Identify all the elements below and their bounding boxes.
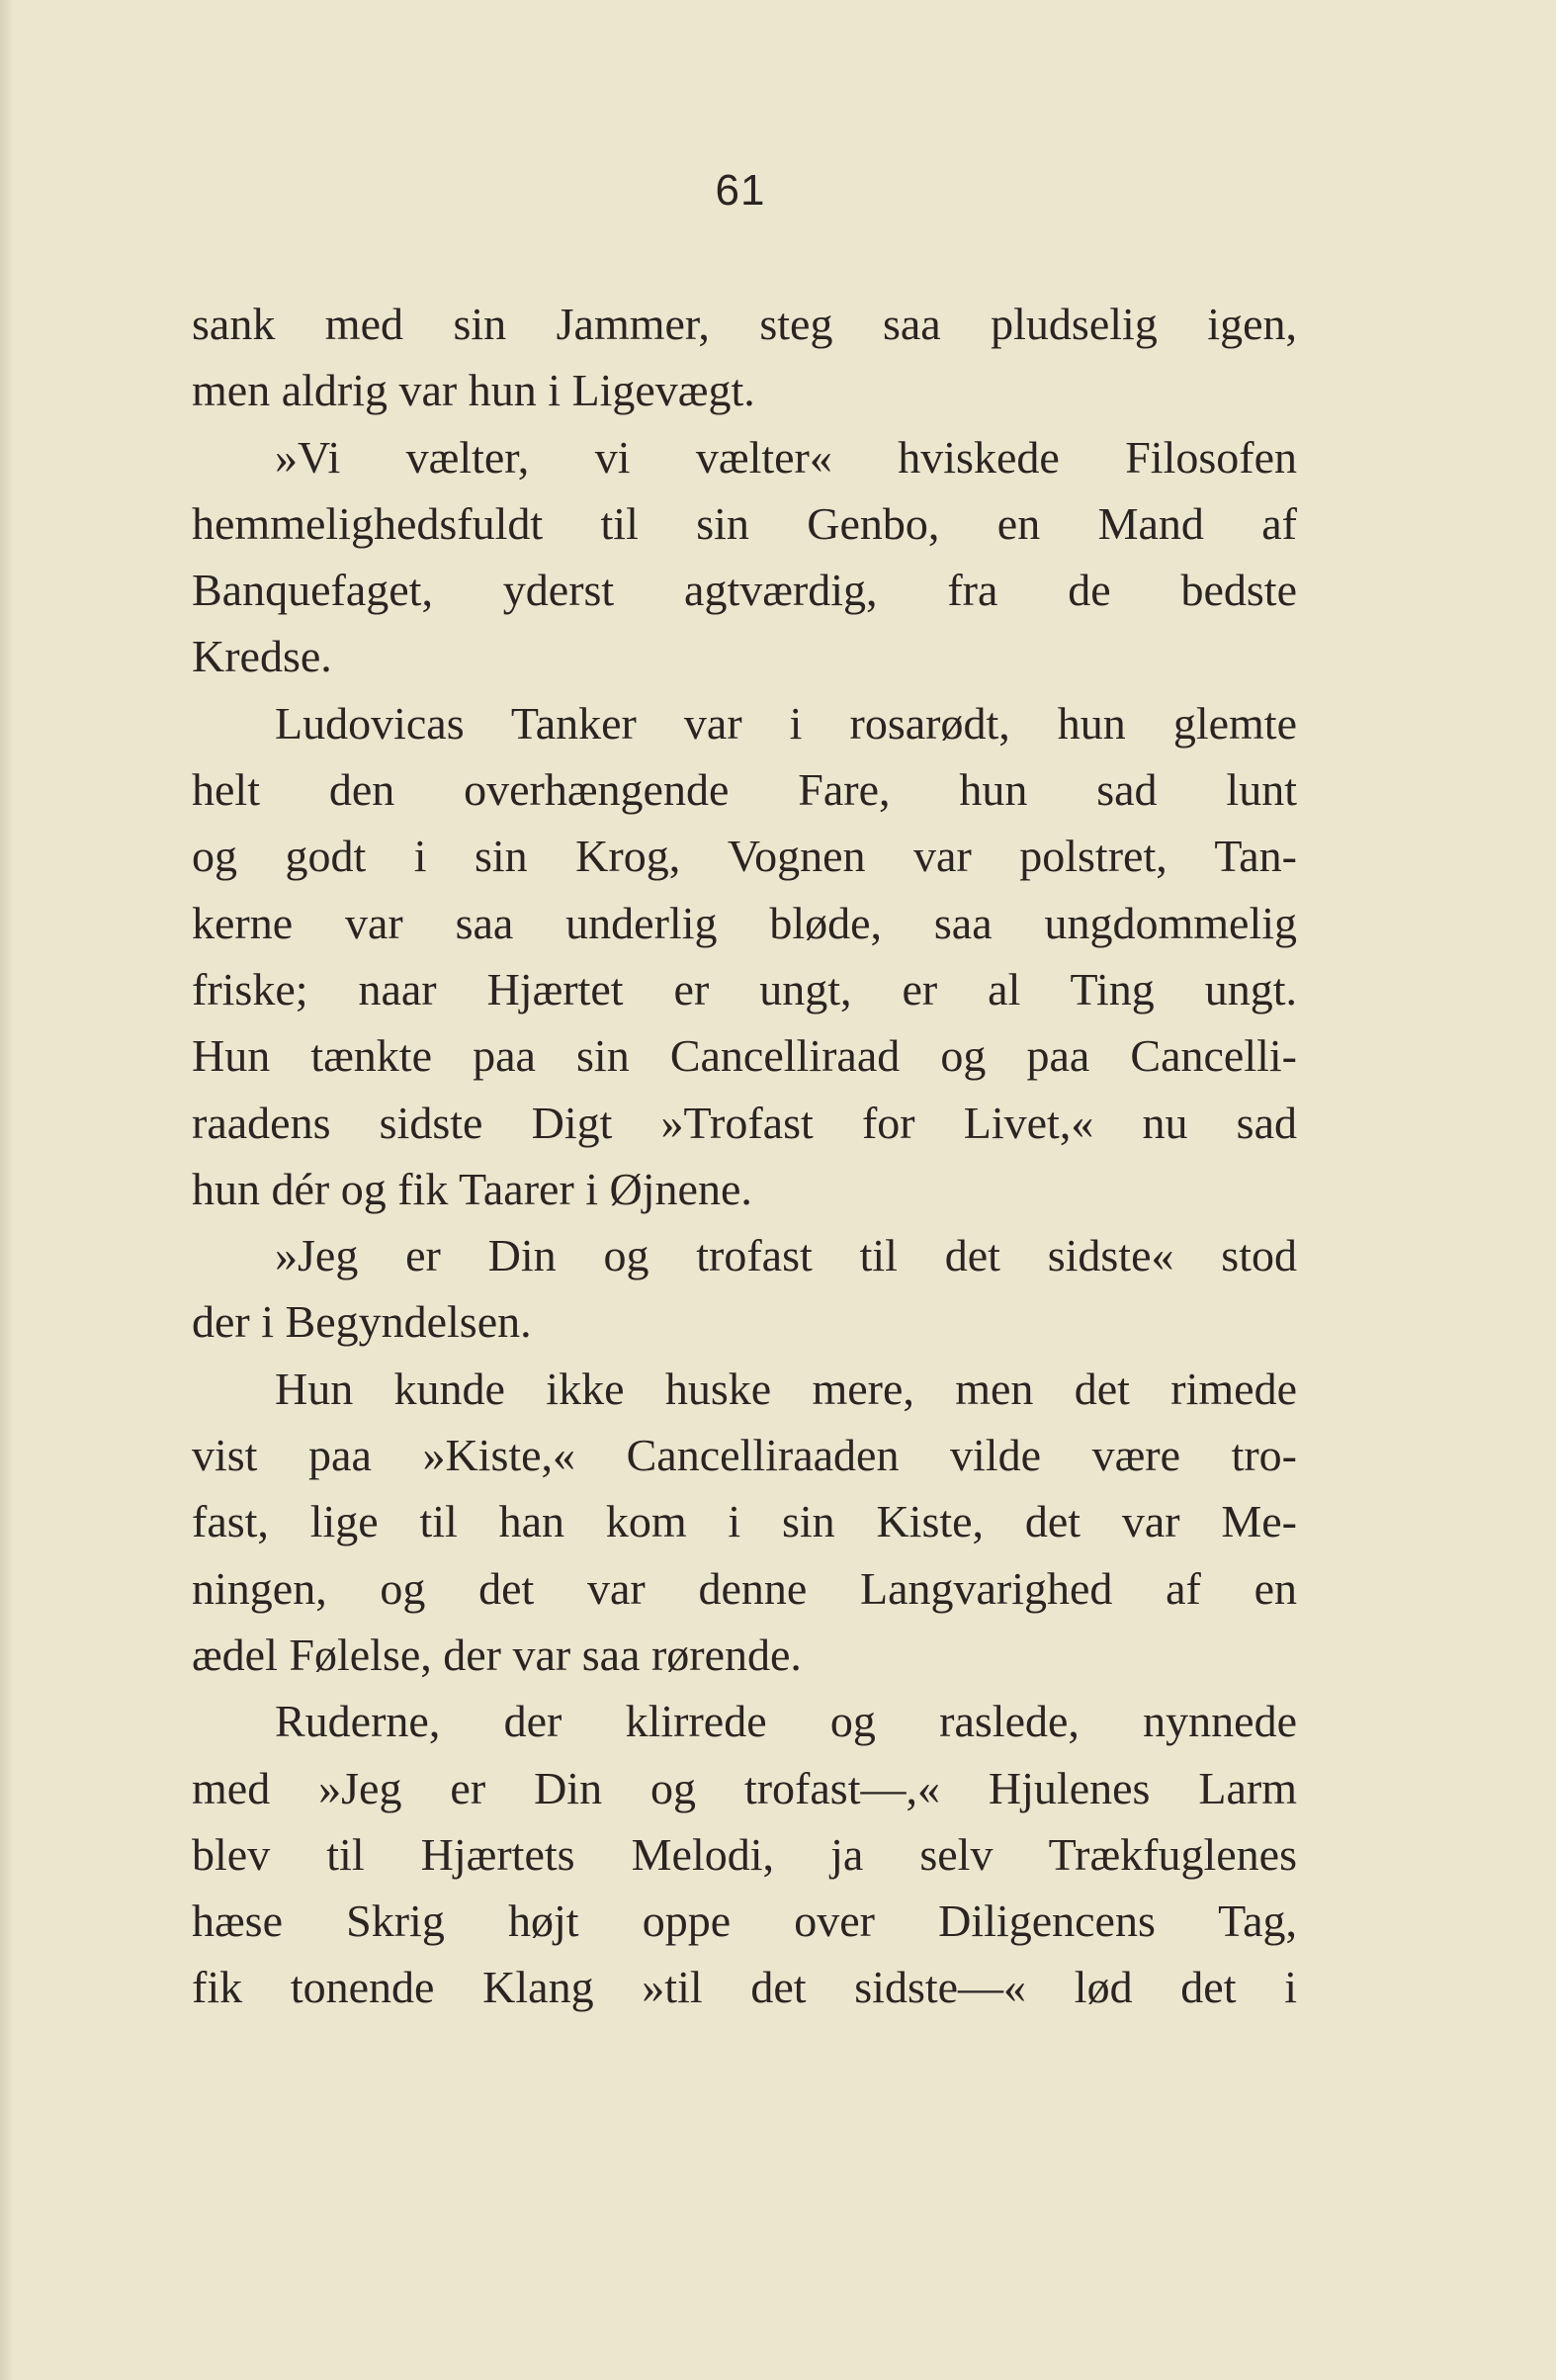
text-line: ædel Følelse, der var saa rørende. <box>192 1629 802 1680</box>
page-number: 61 <box>715 166 766 215</box>
text-line: men aldrig var hun i Ligevægt. <box>192 365 755 416</box>
text-line: fik tonende Klang »til det sidste—« lød det i <box>192 1962 1297 2013</box>
text-line: kerne var saa underlig bløde, saa ungdommelig <box>192 897 1297 948</box>
text-line: der i Begyndelsen. <box>192 1296 532 1348</box>
text-line: Hun kunde ikke huske mere, men det rimede <box>275 1363 1297 1414</box>
body-text <box>192 291 1297 2021</box>
text-line: fast, lige til han kom i sin Kiste, det var Me- <box>192 1496 1297 1547</box>
text-line: hæse Skrig højt oppe over Diligencens Tag, <box>192 1895 1297 1947</box>
text-line: vist paa »Kiste,« Cancelliraaden vilde være tro- <box>192 1430 1297 1481</box>
text-line: Banquefaget, yderst agtværdig, fra de bedste <box>192 565 1297 616</box>
text-line: og godt i sin Krog, Vognen var polstret, Tan- <box>192 831 1297 882</box>
text-line: raadens sidste Digt »Trofast for Livet,« nu sad <box>192 1097 1297 1148</box>
text-line: hun dér og fik Taarer i Øjnene. <box>192 1163 752 1214</box>
text-line: Ludovicas Tanker var i rosarødt, hun glemte <box>275 697 1297 749</box>
page-gutter-shadow <box>0 0 14 2380</box>
text-line: »Vi vælter, vi vælter« hviskede Filosofen <box>275 431 1297 483</box>
text-line: hemmelighedsfuldt til sin Genbo, en Mand af <box>192 497 1297 549</box>
text-line: »Jeg er Din og trofast til det sidste« stod <box>275 1230 1297 1281</box>
text-line: helt den overhængende Fare, hun sad lunt <box>192 764 1297 816</box>
text-line: Kredse. <box>192 631 332 682</box>
text-line: blev til Hjærtets Melodi, ja selv Trækfuglenes <box>192 1828 1297 1880</box>
text-line: med »Jeg er Din og trofast—,« Hjulenes Larm <box>192 1762 1297 1813</box>
text-line: sank med sin Jammer, steg saa pludselig igen, <box>192 299 1297 349</box>
text-line: friske; naar Hjærtet er ungt, er al Ting ungt. <box>192 963 1297 1014</box>
text-line: Ruderne, der klirrede og raslede, nynnede <box>275 1696 1297 1747</box>
text-line: Hun tænkte paa sin Cancelliraad og paa Cancelli- <box>192 1030 1297 1082</box>
text-line: ningen, og det var denne Langvarighed af en <box>192 1562 1297 1614</box>
